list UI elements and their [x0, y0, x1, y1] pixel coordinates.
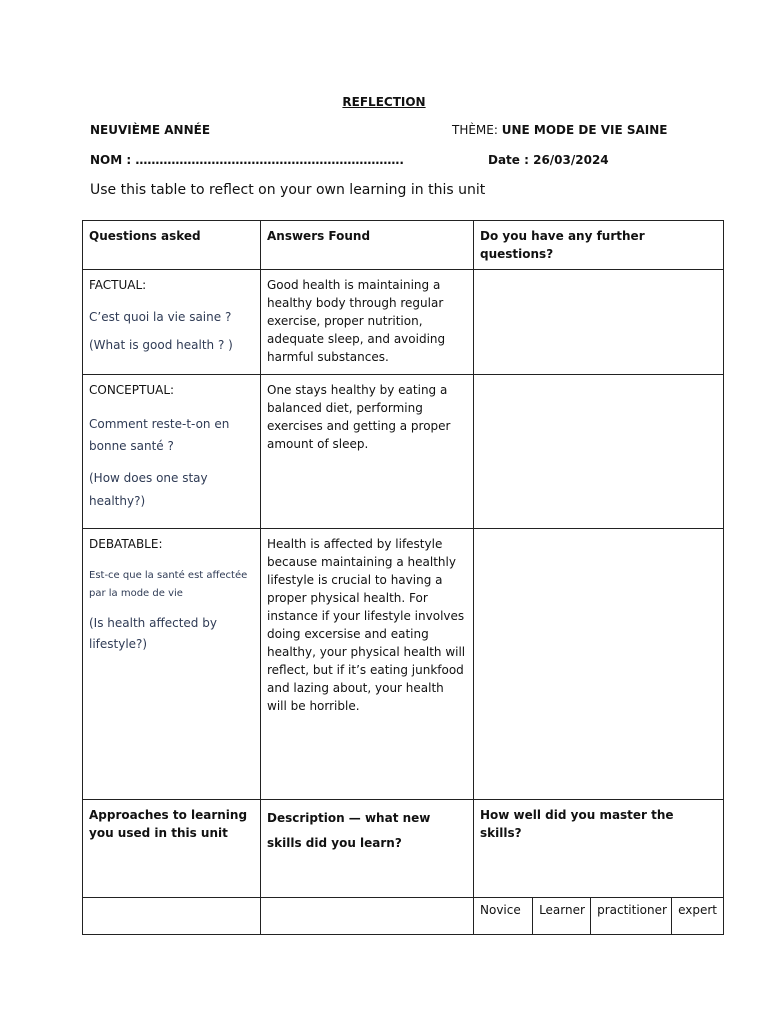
level-novice[interactable]: Novice [474, 898, 533, 934]
level-expert[interactable]: expert [678, 902, 717, 917]
mastery-levels-cell [474, 897, 724, 934]
table-row-factual [83, 270, 724, 375]
answer-cell[interactable]: Health is affected by lifestyle because maintaining a healthly lifestyle is crucial to having a proper physical health. For instance if your lifestyle involves doing excersise and eating healthy, your physical health will reflect, but if it’s eating junkfood and lazing about, your health will be horrible. [261, 528, 474, 799]
question-cell [83, 375, 261, 529]
mastery-levels [474, 898, 723, 934]
date-label: Date : 26/03/2024 [488, 153, 609, 167]
question-label: DEBATABLE: [89, 536, 163, 551]
intro-text: Use this table to reflect on your own learning in this unit [90, 182, 486, 198]
skills-row [83, 897, 724, 934]
question-label: CONCEPTUAL: [89, 383, 175, 397]
question-french: Est-ce que la santé est affectée par la mode de vie [89, 569, 248, 599]
table-header-row [83, 221, 724, 270]
theme-line [452, 123, 667, 137]
header-answers: Answers Found [261, 221, 474, 270]
header-questions: Questions asked [83, 221, 261, 270]
theme-value: UNE MODE DE VIE SAINE [501, 123, 668, 137]
reflection-table [82, 220, 724, 935]
level-learner[interactable]: Learner [533, 898, 591, 934]
skills-approaches-header: Approaches to learning you used in this unit [83, 799, 261, 897]
grade-label: NEUVIÈME ANNÉE [90, 123, 211, 137]
further-cell[interactable] [474, 375, 724, 529]
answer-cell[interactable]: Good health is maintaining a healthy body through regular exercise, proper nutrition, adequate sleep, and avoiding harmful substances. [261, 270, 474, 375]
level-practitioner[interactable]: practitioner [591, 898, 672, 934]
skills-description-header: Description — what new skills did you learn? [261, 799, 474, 897]
answer-cell[interactable]: One stays healthy by eating a balanced diet, performing exercises and getting a proper amount of sleep. [261, 375, 474, 529]
skills-description-cell[interactable] [261, 897, 474, 934]
question-english: (What is good health ? ) [89, 338, 233, 352]
question-english: (How does one stay healthy?) [89, 471, 208, 508]
skills-header-row [83, 799, 724, 897]
question-cell [83, 528, 261, 799]
question-label: FACTUAL: [89, 278, 147, 292]
further-cell[interactable] [474, 528, 724, 799]
further-cell[interactable] [474, 270, 724, 375]
skills-mastery-header: How well did you master the skills? [474, 799, 724, 897]
question-cell [83, 270, 261, 375]
theme-label: THÈME: [452, 123, 502, 137]
skills-approaches-cell[interactable] [83, 897, 261, 934]
question-french: Comment reste-t-on en bonne santé ? [89, 417, 230, 454]
table-row-conceptual [83, 375, 724, 529]
question-english: (Is health affected by lifestyle?) [89, 615, 217, 651]
table-row-debatable [83, 528, 724, 799]
question-french: C’est quoi la vie saine ? [89, 310, 232, 324]
header-further: Do you have any further questions? [474, 221, 724, 270]
name-field: NOM : …………………………………………………………. [90, 153, 404, 167]
page-title: REFLECTION [342, 95, 426, 109]
